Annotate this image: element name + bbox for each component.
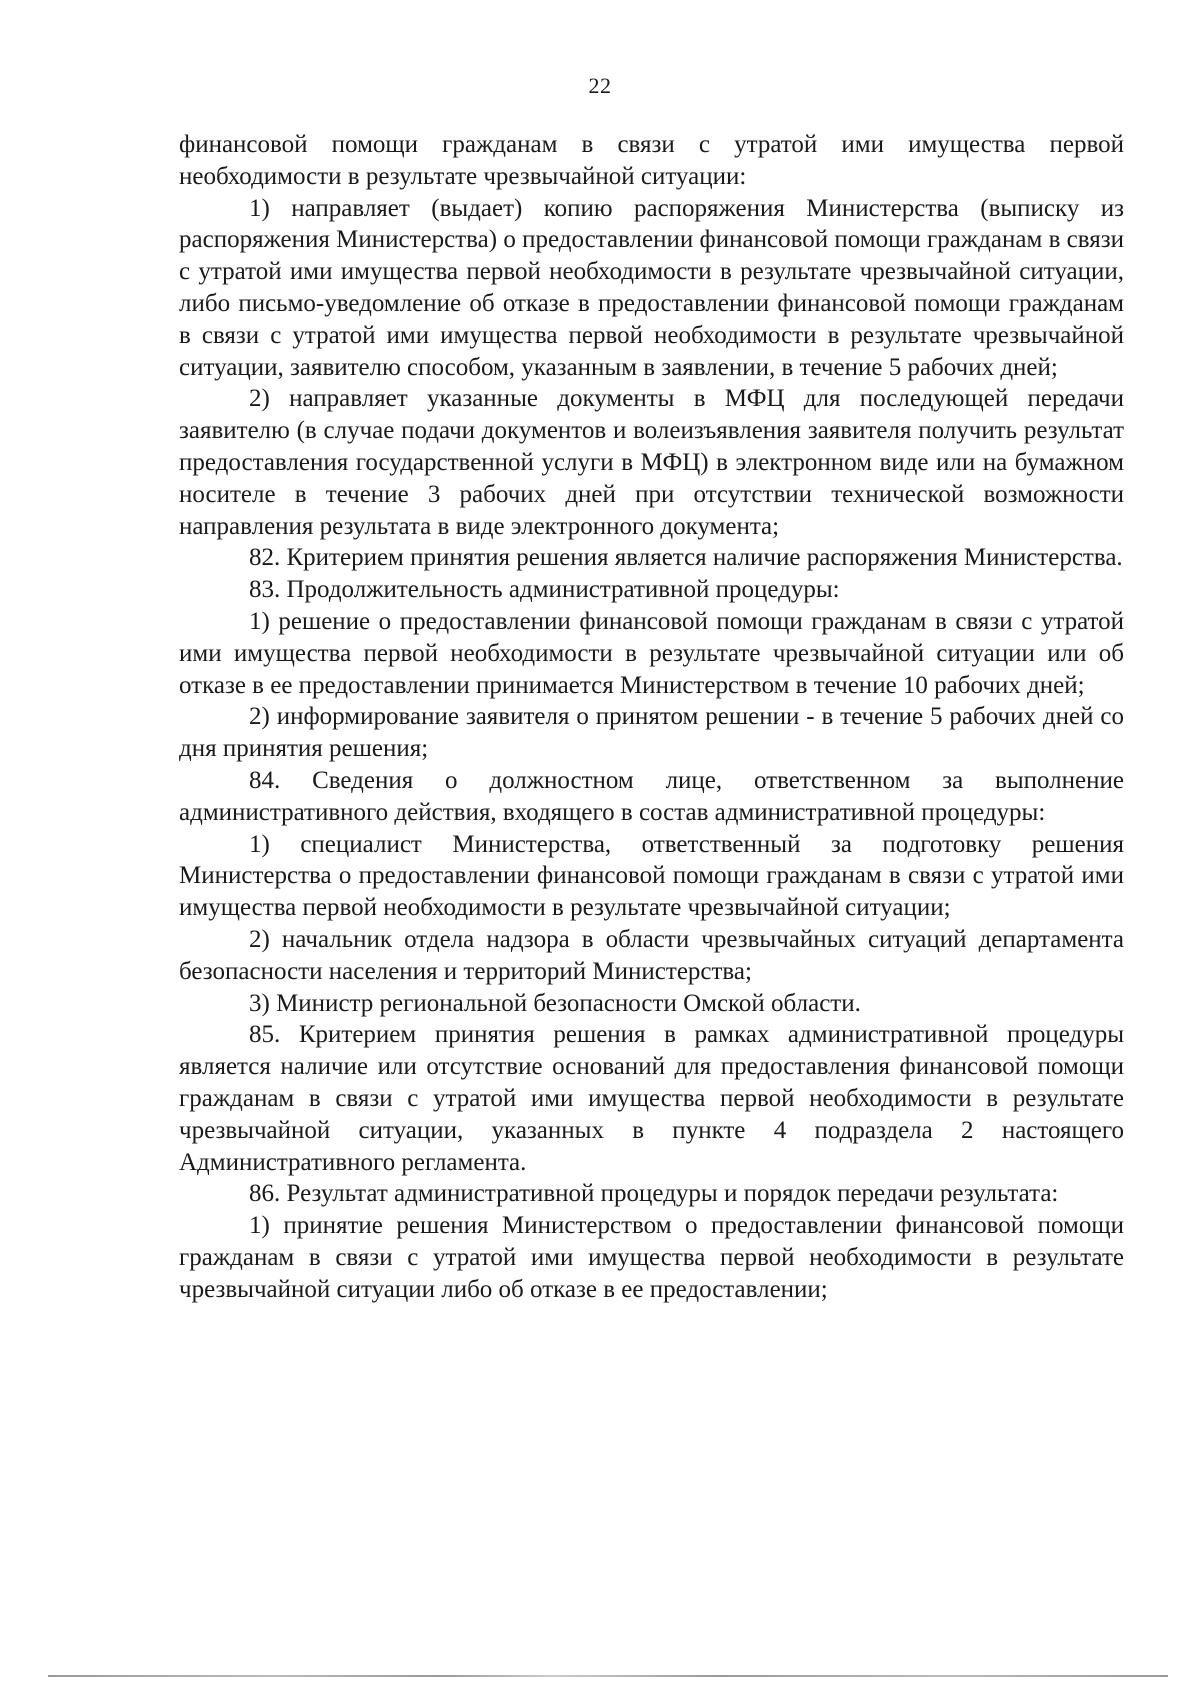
paragraph-86: 86. Результат административной процедуры и порядок передачи результата:	[249, 1180, 1059, 1208]
paragraph: 3) Министр региональной безопасности Омской области.	[249, 989, 861, 1017]
scan-bottom-edge-line	[48, 1675, 1168, 1677]
paragraph: финансовой помощи гражданам в связи с утратой ими имущества первой необходимости в результате чрезвычайной ситуации:	[179, 131, 1124, 190]
paragraph-82: 82. Критерием принятия решения является наличие распоряжения Министерства.	[249, 544, 1123, 572]
paragraph-84: 84. Сведения о должностном лице, ответственном за выполнение административного действия, входящего в состав административной процедуры:	[179, 766, 1124, 826]
paragraph: 1) специалист Министерства, ответственный за подготовку решения Министерства о предоставлении финансовой помощи гражданам в связи с утратой ими имущества первой необходимости в результате чрезвычайной ситуации;	[179, 830, 1124, 922]
paragraph-85: 85. Критерием принятия решения в рамках административной процедуры является наличие или отсутствие оснований для предоставления финансовой помощи гражданам в связи с утратой ими имущества первой необходимости в результате чрезвычайной ситуации, указанных в пункте 4 подраздела 2 настоящего Административного регламента.	[179, 1021, 1124, 1176]
paragraph: 2) начальник отдела надзора в области чрезвычайных ситуаций департамента безопасности населения и территорий Министерства;	[179, 925, 1124, 985]
paragraph-83: 83. Продолжительность административной процедуры:	[249, 576, 840, 604]
paragraph: 1) решение о предоставлении финансовой помощи гражданам в связи с утратой ими имущества первой необходимости в результате чрезвычайной ситуации или об отказе в ее предоставлении принимается Министерством в течение 10 рабочих дней;	[179, 607, 1124, 699]
paragraph: 1) принятие решения Министерством о предоставлении финансовой помощи гражданам в связи с утратой ими имущества первой необходимости в результате чрезвычайной ситуации либо об отказе в ее предоставлении;	[179, 1212, 1124, 1303]
paragraph: 1) направляет (выдает) копию распоряжения Министерства (выписку из распоряжения Министерства) о предоставлении финансовой помощи гражданам в связи с утратой ими имущества первой необходимости в результате чрезвычайной ситуации, либо письмо-уведомление об отказе в предоставлении финансовой помощи гражданам в связи с утратой ими имущества первой необходимости в результате чрезвычайной ситуации, заявителю способом, указанным в заявлении, в течение 5 рабочих дней;	[179, 194, 1124, 381]
paragraph: 2) направляет указанные документы в МФЦ для последующей передачи заявителю (в случае подачи документов и волеизъявления заявителя получить результат предоставления государственной услуги в МФЦ) в электронном виде или на бумажном носителе в течение 3 рабочих дней при отсутствии технической возможности направления результата в виде электронного документа;	[179, 385, 1124, 540]
page-number: 22	[588, 73, 612, 98]
document-body	[179, 129, 1124, 1305]
paragraph: 2) информирование заявителя о принятом решении - в течение 5 рабочих дней со дня принятия решения;	[179, 703, 1124, 763]
